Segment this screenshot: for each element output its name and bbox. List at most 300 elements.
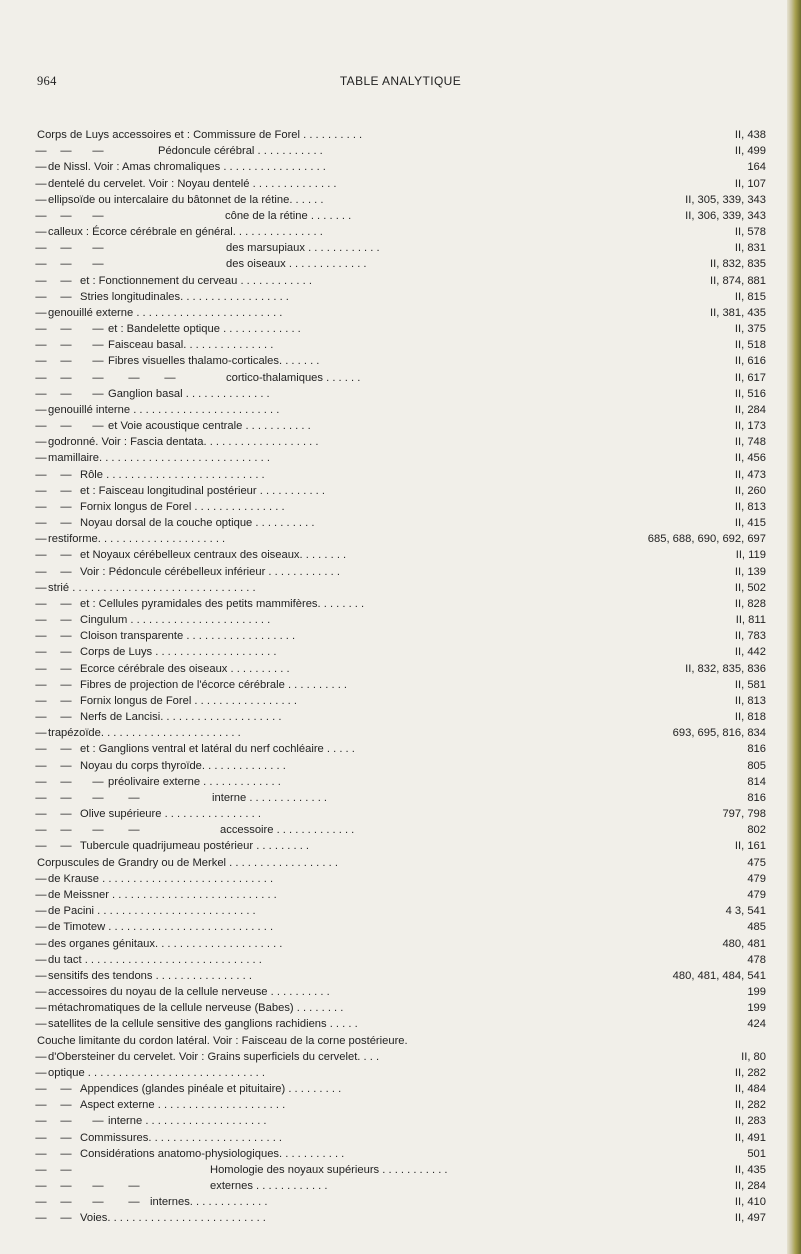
ditto-dash: — (35, 306, 47, 319)
ditto-dash: — (35, 274, 47, 287)
entry-page-reference: II, 119 (735, 549, 766, 562)
entry-page-reference: II, 516 (734, 387, 766, 400)
ditto-dash: — (35, 1083, 47, 1096)
ditto-dash: — (35, 921, 47, 934)
entry-term: des organes génitaux. . . . . . . . . . . . . . . . . . . . . (48, 937, 283, 950)
ditto-dash: — (92, 824, 104, 837)
ditto-dash: — (92, 1180, 104, 1193)
entry-term: genouillé externe . . . . . . . . . . . . . . . . . . . . . . . . (48, 306, 283, 319)
ditto-dash: — (35, 1180, 47, 1193)
ditto-dash: — (35, 808, 47, 821)
ditto-dash: — (35, 177, 47, 190)
entry-page-reference: II, 139 (734, 565, 766, 578)
entry-term: Voies. . . . . . . . . . . . . . . . . . . . . . . . . . (80, 1212, 266, 1225)
ditto-dash: — (60, 517, 72, 530)
ditto-dash: — (60, 355, 72, 368)
index-entry (0, 1065, 766, 1081)
entry-page-reference: II, 874, 881 (710, 274, 766, 287)
entry-term: Nerfs de Lancisi. . . . . . . . . . . . . . . . . . . . (80, 711, 282, 724)
entry-page-reference: 478 (747, 953, 766, 966)
entry-term: et : Cellules pyramidales des petits mammifères. . . . . . . . (80, 597, 365, 610)
entry-page-reference: II, 442 (734, 646, 766, 659)
ditto-dash: — (60, 371, 72, 384)
entry-term: Commissures. . . . . . . . . . . . . . . . . . . . . . (80, 1131, 283, 1144)
entry-page-reference: II, 456 (734, 452, 766, 465)
entry-term: calleux : Écorce cérébrale en général. . . . . . . . . . . . . . . (48, 226, 323, 239)
entry-page-reference: 814 (747, 775, 766, 788)
ditto-dash: — (35, 581, 47, 594)
ditto-dash: — (92, 258, 104, 271)
ditto-dash: — (60, 1180, 72, 1193)
ditto-dash: — (60, 840, 72, 853)
ditto-dash: — (128, 791, 140, 804)
entry-term: d'Obersteiner du cervelet. Voir : Grains superficiels du cervelet. . . . (48, 1050, 380, 1063)
entry-term: Corpuscules de Grandry ou de Merkel . . . . . . . . . . . . . . . . . . (37, 856, 338, 869)
entry-page-reference: 199 (747, 986, 766, 998)
ditto-dash: — (35, 678, 47, 691)
entry-page-reference: II, 282 (734, 1066, 766, 1079)
entry-page-reference: II, 502 (734, 581, 766, 594)
ditto-dash: — (35, 759, 47, 772)
entry-page-reference: 475 (747, 856, 766, 869)
ditto-dash: — (35, 549, 47, 562)
entry-term: dentelé du cervelet. Voir : Noyau dentelé . . . . . . . . . . . . . . (48, 177, 337, 190)
entry-term: du tact . . . . . . . . . . . . . . . . . . . . . . . . . . . . . (48, 953, 262, 966)
ditto-dash: — (35, 355, 47, 368)
index-entry (0, 758, 766, 774)
entry-page-reference: II, 161 (734, 840, 766, 853)
ditto-dash: — (35, 953, 47, 966)
entry-page-reference: 797, 798 (722, 808, 766, 821)
entry-term: accessoires du noyau de la cellule nerveuse . . . . . . . . . . (48, 986, 330, 998)
entry-page-reference: 485 (747, 921, 766, 934)
entry-term: Cingulum . . . . . . . . . . . . . . . . . . . . . . . (80, 614, 271, 627)
entry-term: optique . . . . . . . . . . . . . . . . . . . . . . . . . . . . . (48, 1066, 265, 1079)
ditto-dash: — (35, 597, 47, 610)
index-entry (0, 289, 766, 305)
index-entry (0, 499, 766, 515)
ditto-dash: — (92, 209, 104, 222)
ditto-dash: — (35, 323, 47, 336)
ditto-dash: — (60, 565, 72, 578)
index-entry (0, 402, 766, 418)
entry-page-reference: II, 617 (734, 371, 766, 384)
entry-term: Corps de Luys accessoires et : Commissure de Forel . . . . . . . . . . (37, 129, 363, 141)
ditto-dash: — (92, 371, 104, 384)
index-entry (0, 968, 766, 984)
entry-page-reference: 4 3, 541 (725, 905, 766, 918)
ditto-dash: — (60, 711, 72, 724)
entry-page-reference: 479 (747, 872, 766, 885)
entry-term: de Nissl. Voir : Amas chromaliques . . . . . . . . . . . . . . . . . (48, 161, 326, 174)
ditto-dash: — (60, 468, 72, 481)
index-entry (0, 1097, 766, 1113)
entry-page-reference: II, 435 (734, 1163, 766, 1176)
ditto-dash: — (128, 371, 140, 384)
ditto-dash: — (35, 420, 47, 433)
ditto-dash: — (35, 969, 47, 982)
ditto-dash: — (35, 1163, 47, 1176)
index-entry (0, 580, 766, 596)
index-entry (0, 386, 766, 402)
index-entry (0, 822, 766, 838)
entry-page-reference: II, 473 (734, 468, 766, 481)
index-entry (0, 952, 766, 968)
ditto-dash: — (60, 1131, 72, 1144)
ditto-dash: — (35, 937, 47, 950)
entry-term: cortico-thalamiques . . . . . . (226, 371, 361, 384)
entry-page-reference: II, 818 (734, 711, 766, 724)
ditto-dash: — (128, 1180, 140, 1193)
ditto-dash: — (35, 1212, 47, 1225)
entry-page-reference: II, 581 (734, 678, 766, 691)
entry-term: et Voie acoustique centrale . . . . . . . . . . . (108, 420, 311, 433)
ditto-dash: — (35, 533, 47, 546)
entry-term: satellites de la cellule sensitive des ganglions rachidiens . . . . . (48, 1018, 358, 1031)
index-entry (0, 515, 766, 531)
ditto-dash: — (60, 1115, 72, 1128)
entry-page-reference: II, 497 (734, 1212, 766, 1225)
entry-term: Appendices (glandes pinéale et pituitaire) . . . . . . . . . (80, 1083, 342, 1096)
entry-term: métachromatiques de la cellule nerveuse (Babes) . . . . . . . . (48, 1002, 344, 1015)
index-entry (0, 919, 766, 935)
ditto-dash: — (35, 888, 47, 901)
entry-page-reference: II, 381, 435 (710, 306, 766, 319)
entry-term: Faisceau basal. . . . . . . . . . . . . . . (108, 339, 274, 352)
entry-page-reference: II, 783 (734, 630, 766, 643)
index-entry (0, 725, 766, 741)
entry-term: Noyau dorsal de la couche optique . . . . . . . . . . (80, 517, 315, 530)
ditto-dash: — (60, 1083, 72, 1096)
entry-term: et : Bandelette optique . . . . . . . . . . . . . (108, 323, 301, 336)
index-entry (0, 903, 766, 919)
ditto-dash: — (60, 775, 72, 788)
entry-page-reference: 480, 481 (722, 937, 766, 950)
index-entry (0, 143, 766, 159)
entry-term: Rôle . . . . . . . . . . . . . . . . . . . . . . . . . . (80, 468, 265, 481)
entry-page-reference: 802 (747, 824, 766, 837)
ditto-dash: — (60, 1196, 72, 1209)
ditto-dash: — (35, 824, 47, 837)
ditto-dash: — (35, 258, 47, 271)
index-entry (0, 741, 766, 757)
entry-page-reference: 199 (747, 1002, 766, 1015)
entry-page-reference: II, 813 (734, 500, 766, 513)
entry-page-reference: 693, 695, 816, 834 (672, 727, 766, 740)
entry-term: Corps de Luys . . . . . . . . . . . . . . . . . . . . (80, 646, 277, 659)
ditto-dash: — (128, 1196, 140, 1209)
ditto-dash: — (60, 1163, 72, 1176)
index-entry (0, 677, 766, 693)
ditto-dash: — (35, 209, 47, 222)
ditto-dash: — (35, 791, 47, 804)
entry-page-reference: II, 306, 339, 343 (685, 209, 766, 222)
entry-term: et : Fonctionnement du cerveau . . . . . . . . . . . . (80, 274, 312, 287)
entry-page-reference: II, 80 (741, 1050, 766, 1063)
index-entry (0, 644, 766, 660)
ditto-dash: — (35, 905, 47, 918)
entry-page-reference: II, 107 (734, 177, 766, 190)
entry-term: mamillaire. . . . . . . . . . . . . . . . . . . . . . . . . . . . (48, 452, 270, 465)
entry-term: cône de la rétine . . . . . . . (225, 209, 352, 222)
ditto-dash: — (92, 339, 104, 352)
ditto-dash: — (35, 339, 47, 352)
ditto-dash: — (60, 274, 72, 287)
index-entry (0, 192, 766, 208)
entry-term: de Krause . . . . . . . . . . . . . . . . . . . . . . . . . . . . (48, 872, 274, 885)
entry-term: Cloison transparente . . . . . . . . . . . . . . . . . . (80, 630, 296, 643)
entry-page-reference: II, 832, 835 (710, 258, 766, 271)
ditto-dash: — (60, 646, 72, 659)
index-entry (0, 159, 766, 175)
entry-term: de Pacini . . . . . . . . . . . . . . . . . . . . . . . . . . (48, 905, 256, 918)
ditto-dash: — (35, 226, 47, 239)
ditto-dash: — (35, 500, 47, 513)
ditto-dash: — (60, 630, 72, 643)
index-entry (0, 256, 766, 272)
entry-page-reference: II, 811 (735, 614, 766, 627)
entry-term: de Meissner . . . . . . . . . . . . . . . . . . . . . . . . . . . (48, 888, 277, 901)
index-entry (0, 305, 766, 321)
entry-term: Fibres de projection de l'écorce cérébrale . . . . . . . . . . (80, 678, 348, 691)
index-entry (0, 628, 766, 644)
entry-page-reference: 424 (747, 1018, 766, 1031)
ditto-dash: — (35, 986, 47, 998)
ditto-dash: — (60, 549, 72, 562)
entry-term: genouillé interne . . . . . . . . . . . . . . . . . . . . . . . . (48, 403, 280, 416)
ditto-dash: — (92, 387, 104, 400)
ditto-dash: — (164, 371, 176, 384)
ditto-dash: — (60, 743, 72, 756)
entry-page-reference: II, 173 (734, 420, 766, 433)
ditto-dash: — (60, 808, 72, 821)
entry-page-reference: II, 484 (734, 1083, 766, 1096)
ditto-dash: — (60, 339, 72, 352)
ditto-dash: — (35, 872, 47, 885)
entry-term: internes. . . . . . . . . . . . . (150, 1196, 268, 1209)
entry-page-reference: 816 (747, 791, 766, 804)
ditto-dash: — (35, 371, 47, 384)
entry-term: Couche limitante du cordon latéral. Voir : Faisceau de la corne postérieure. (37, 1034, 408, 1047)
entry-page-reference: II, 499 (734, 145, 766, 158)
index-entry (0, 450, 766, 466)
index-entry (0, 127, 766, 143)
entry-term: Pédoncule cérébral . . . . . . . . . . . (158, 145, 323, 158)
index-entry (0, 1130, 766, 1146)
page-number: 964 (37, 74, 57, 88)
entry-term: restiforme. . . . . . . . . . . . . . . . . . . . . (48, 533, 226, 546)
ditto-dash: — (92, 420, 104, 433)
entry-page-reference: II, 831 (734, 242, 766, 255)
ditto-dash: — (60, 759, 72, 772)
entry-term: et : Faisceau longitudinal postérieur . . . . . . . . . . . (80, 484, 325, 497)
index-entry (0, 1049, 766, 1065)
ditto-dash: — (60, 1099, 72, 1112)
entry-term: Homologie des noyaux supérieurs . . . . . . . . . . . (210, 1163, 448, 1176)
index-entry (0, 1210, 766, 1226)
entry-term: Voir : Pédoncule cérébelleux inférieur . . . . . . . . . . . . (80, 565, 340, 578)
index-entry (0, 887, 766, 903)
page-edge (787, 0, 801, 1254)
index-entry (0, 855, 766, 871)
index-entry (0, 1016, 766, 1032)
entry-page-reference: II, 832, 835, 836 (685, 662, 766, 675)
index-entry (0, 596, 766, 612)
ditto-dash: — (35, 1002, 47, 1015)
ditto-dash: — (92, 775, 104, 788)
entry-page-reference: II, 284 (734, 403, 766, 416)
ditto-dash: — (60, 678, 72, 691)
index-entry (0, 353, 766, 369)
index-entry (0, 418, 766, 434)
entry-term: strié . . . . . . . . . . . . . . . . . . . . . . . . . . . . . . (48, 581, 256, 594)
entry-page-reference: 685, 688, 690, 692, 697 (647, 533, 766, 546)
index-entry (0, 531, 766, 547)
entry-term: externes . . . . . . . . . . . . (210, 1180, 328, 1193)
ditto-dash: — (60, 145, 72, 158)
ditto-dash: — (60, 387, 72, 400)
ditto-dash: — (35, 1115, 47, 1128)
page-header (0, 74, 801, 92)
ditto-dash: — (35, 1099, 47, 1112)
index-entry (0, 337, 766, 353)
ditto-dash: — (35, 743, 47, 756)
ditto-dash: — (128, 824, 140, 837)
index-entry (0, 1033, 766, 1049)
ditto-dash: — (35, 145, 47, 158)
ditto-dash: — (60, 662, 72, 675)
ditto-dash: — (35, 290, 47, 303)
ditto-dash: — (35, 484, 47, 497)
ditto-dash: — (60, 242, 72, 255)
index-entry (0, 1081, 766, 1097)
ditto-dash: — (35, 775, 47, 788)
entry-page-reference: II, 415 (734, 517, 766, 530)
ditto-dash: — (60, 1147, 72, 1160)
index-entry (0, 273, 766, 289)
entry-page-reference: II, 578 (734, 226, 766, 239)
entry-page-reference: II, 260 (734, 484, 766, 497)
ditto-dash: — (92, 1115, 104, 1128)
ditto-dash: — (35, 614, 47, 627)
ditto-dash: — (35, 387, 47, 400)
entry-term: des oiseaux . . . . . . . . . . . . . (226, 258, 367, 271)
ditto-dash: — (92, 1196, 104, 1209)
ditto-dash: — (35, 436, 47, 449)
ditto-dash: — (35, 193, 47, 206)
entry-page-reference: 816 (747, 743, 766, 756)
entry-term: de Timotew . . . . . . . . . . . . . . . . . . . . . . . . . . . (48, 921, 274, 934)
entry-page-reference: II, 491 (734, 1131, 766, 1144)
entry-term: Tubercule quadrijumeau postérieur . . . . . . . . . (80, 840, 310, 853)
ditto-dash: — (35, 452, 47, 465)
ditto-dash: — (35, 1066, 47, 1079)
entry-term: préolivaire externe . . . . . . . . . . . . . (108, 775, 281, 788)
entry-term: accessoire . . . . . . . . . . . . . (220, 824, 355, 837)
entry-page-reference: II, 815 (734, 290, 766, 303)
entry-page-reference: II, 305, 339, 343 (685, 193, 766, 206)
entry-page-reference: II, 518 (734, 339, 766, 352)
entry-term: Aspect externe . . . . . . . . . . . . . . . . . . . . . (80, 1099, 286, 1112)
ditto-dash: — (35, 565, 47, 578)
ditto-dash: — (60, 597, 72, 610)
ditto-dash: — (92, 791, 104, 804)
ditto-dash: — (35, 403, 47, 416)
ditto-dash: — (92, 355, 104, 368)
entry-term: godronné. Voir : Fascia dentata. . . . . . . . . . . . . . . . . . . (48, 436, 319, 449)
ditto-dash: — (35, 1018, 47, 1031)
ditto-dash: — (35, 662, 47, 675)
ditto-dash: — (60, 323, 72, 336)
ditto-dash: — (60, 209, 72, 222)
entry-term: interne . . . . . . . . . . . . . . . . . . . . (108, 1115, 267, 1128)
entry-page-reference: II, 410 (734, 1196, 766, 1209)
ditto-dash: — (35, 161, 47, 174)
ditto-dash: — (60, 791, 72, 804)
entry-page-reference: II, 616 (734, 355, 766, 368)
ditto-dash: — (35, 630, 47, 643)
entry-term: Ecorce cérébrale des oiseaux . . . . . . . . . . (80, 662, 290, 675)
index-entry (0, 1178, 766, 1194)
ditto-dash: — (60, 694, 72, 707)
index-entry (0, 984, 766, 1000)
entry-page-reference: II, 748 (734, 436, 766, 449)
ditto-dash: — (60, 258, 72, 271)
entry-term: Stries longitudinales. . . . . . . . . . . . . . . . . . (80, 290, 289, 303)
entry-term: Considérations anatomo-physiologiques. . . . . . . . . . . (80, 1147, 345, 1160)
entry-page-reference: II, 375 (734, 323, 766, 336)
ditto-dash: — (60, 420, 72, 433)
ditto-dash: — (35, 1147, 47, 1160)
index-entry (0, 224, 766, 240)
entry-term: des marsupiaux . . . . . . . . . . . . (226, 242, 380, 255)
entry-page-reference: II, 438 (734, 129, 766, 141)
index-entry (0, 871, 766, 887)
entry-page-reference: II, 284 (734, 1180, 766, 1193)
index-entry (0, 1113, 766, 1129)
ditto-dash: — (35, 646, 47, 659)
index-entry (0, 370, 766, 386)
ditto-dash: — (35, 711, 47, 724)
index-entry (0, 467, 766, 483)
index-entry (0, 790, 766, 806)
ditto-dash: — (60, 614, 72, 627)
entry-page-reference: II, 828 (734, 597, 766, 610)
ditto-dash: — (60, 484, 72, 497)
ditto-dash: — (60, 1212, 72, 1225)
entry-page-reference: II, 282 (734, 1099, 766, 1112)
entry-term: interne . . . . . . . . . . . . . (212, 791, 328, 804)
ditto-dash: — (35, 840, 47, 853)
ditto-dash: — (92, 242, 104, 255)
entry-page-reference: II, 813 (734, 694, 766, 707)
index-entry (0, 483, 766, 499)
entry-term: sensitifs des tendons . . . . . . . . . . . . . . . . (48, 969, 252, 982)
ditto-dash: — (35, 694, 47, 707)
index-entry (0, 936, 766, 952)
entry-page-reference: II, 283 (734, 1115, 766, 1128)
ditto-dash: — (35, 468, 47, 481)
index-entry (0, 547, 766, 563)
entry-page-reference: 480, 481, 484, 541 (672, 969, 766, 982)
index-entry (0, 806, 766, 822)
index-entry (0, 176, 766, 192)
entry-term: et Noyaux cérébelleux centraux des oiseaux. . . . . . . . (80, 549, 347, 562)
index-entry (0, 693, 766, 709)
index-entry (0, 321, 766, 337)
index-entry (0, 774, 766, 790)
entry-term: Fornix longus de Forel . . . . . . . . . . . . . . . . . (80, 694, 297, 707)
